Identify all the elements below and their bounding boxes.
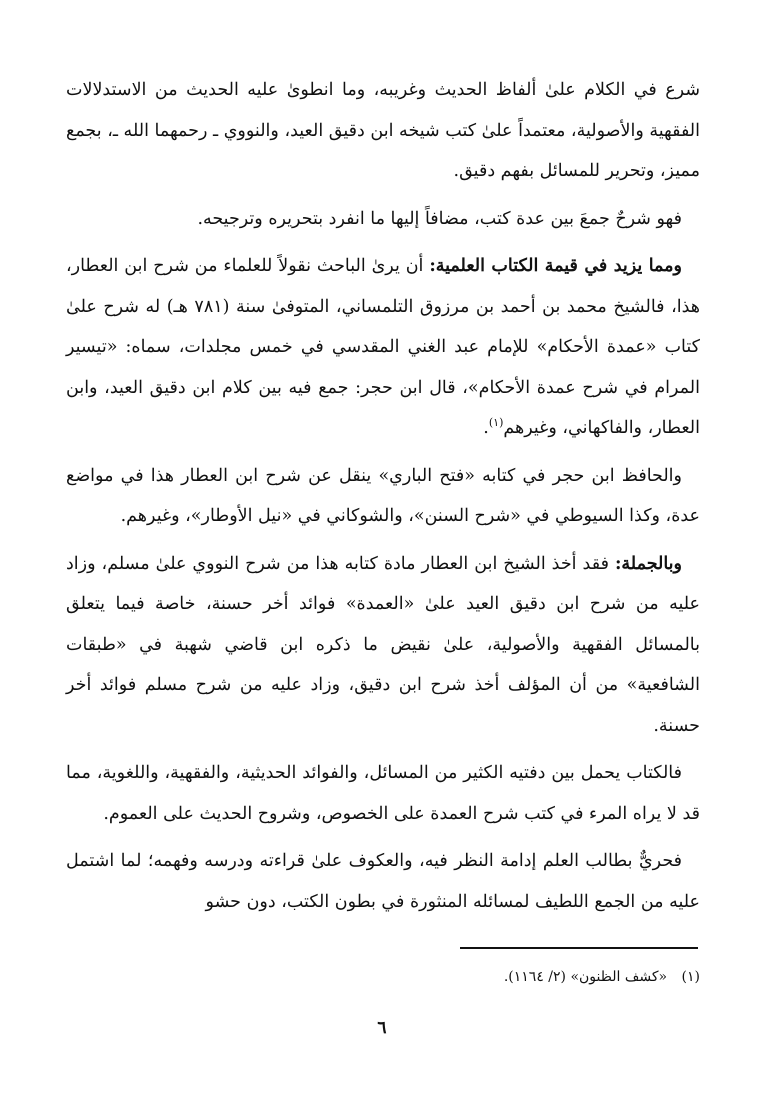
paragraph-3-end: . xyxy=(483,418,489,438)
paragraph-5 xyxy=(66,544,700,747)
footnote-reference: (١) xyxy=(488,416,504,430)
paragraph-4-text: والحافظ ابن حجر في كتابه «فتح الباري» ينقل عن شرح ابن العطار هذا في مواضع عدة، وكذا السيوطي في «شرح السنن»، والشوكاني في «نيل الأوطار»، وغيرهم. xyxy=(66,465,700,526)
footnote-separator xyxy=(460,947,698,949)
main-text xyxy=(66,70,700,922)
paragraph-2-text: فهو شرحٌ جمعَ بين عدة كتب، مضافاً إليها ما انفرد بتحريره وترجيحه. xyxy=(197,208,682,229)
paragraph-5-lead: وبالجملة: xyxy=(614,553,682,574)
paragraph-6-text: فالكتاب يحمل بين دفتيه الكثير من المسائل، والفوائد الحديثية، والفقهية، واللغوية، مما قد لا يراه المرء في كتب شرح العمدة على الخصوص، وشروح الحديث على العموم. xyxy=(66,763,700,824)
paragraph-6 xyxy=(66,753,700,834)
paragraph-4 xyxy=(66,456,700,537)
paragraph-2 xyxy=(66,199,700,240)
paragraph-7 xyxy=(66,841,700,922)
paragraph-3-lead: ومما يزيد في قيمة الكتاب العلمية: xyxy=(429,256,682,276)
footnote-text: «كشف الظنون» (٢/ ١١٦٤). xyxy=(503,969,668,985)
paragraph-1 xyxy=(66,70,700,192)
paragraph-5-text: فقد أخذ الشيخ ابن العطار مادة كتابه هذا من شرح النووي علىٰ مسلم، وزاد عليه من شرح ابن دقيق العيد علىٰ «العمدة» فوائد أخر حسنة، خاصة فيما يتعلق بالمسائل الفقهية والأصولية، علىٰ نقيض ما ذكره ابن قاضي شهبة في «طبقات الشافعية» من أن المؤلف أخذ شرح ابن دقيق، وزاد عليه من شرح مسلم فوائد أخر حسنة. xyxy=(66,553,700,736)
footnote-number: (١) xyxy=(681,969,700,985)
page-number: ٦ xyxy=(377,1018,387,1038)
paragraph-3-text: أن يرىٰ الباحث نقولاً للعلماء من شرح ابن العطار، هذا، فالشيخ محمد بن أحمد بن مرزوق التلمساني، المتوفىٰ سنة (٧٨١ هـ) له شرح علىٰ كتاب «عمدة الأحكام» للإمام عبد الغني المقدسي في خمس مجلدات، سماه: «تيسير المرام في شرح عمدة الأحكام»، قال ابن حجر: جمع فيه بين كلام ابن دقيق العيد، وابن العطار، والفاكهاني، وغيرهم xyxy=(66,256,700,438)
paragraph-1-text: شرع في الكلام علىٰ ألفاظ الحديث وغريبه، وما انطوىٰ عليه الحديث من الاستدلالات الفقهية والأصولية، معتمداً علىٰ كتب شيخه ابن دقيق العيد، والنووي ـ رحمهما الله ـ، بجمع مميز، وتحرير للمسائل بفهم دقيق. xyxy=(66,80,700,181)
footnote xyxy=(66,965,700,989)
paragraph-7-text: فحريٌّ بطالب العلم إدامة النظر فيه، والعكوف علىٰ قراءته ودرسه وفهمه؛ لما اشتمل عليه من الجمع اللطيف لمسائله المنثورة في بطون الكتب، دون حشو xyxy=(66,851,700,912)
paragraph-3 xyxy=(66,246,700,449)
